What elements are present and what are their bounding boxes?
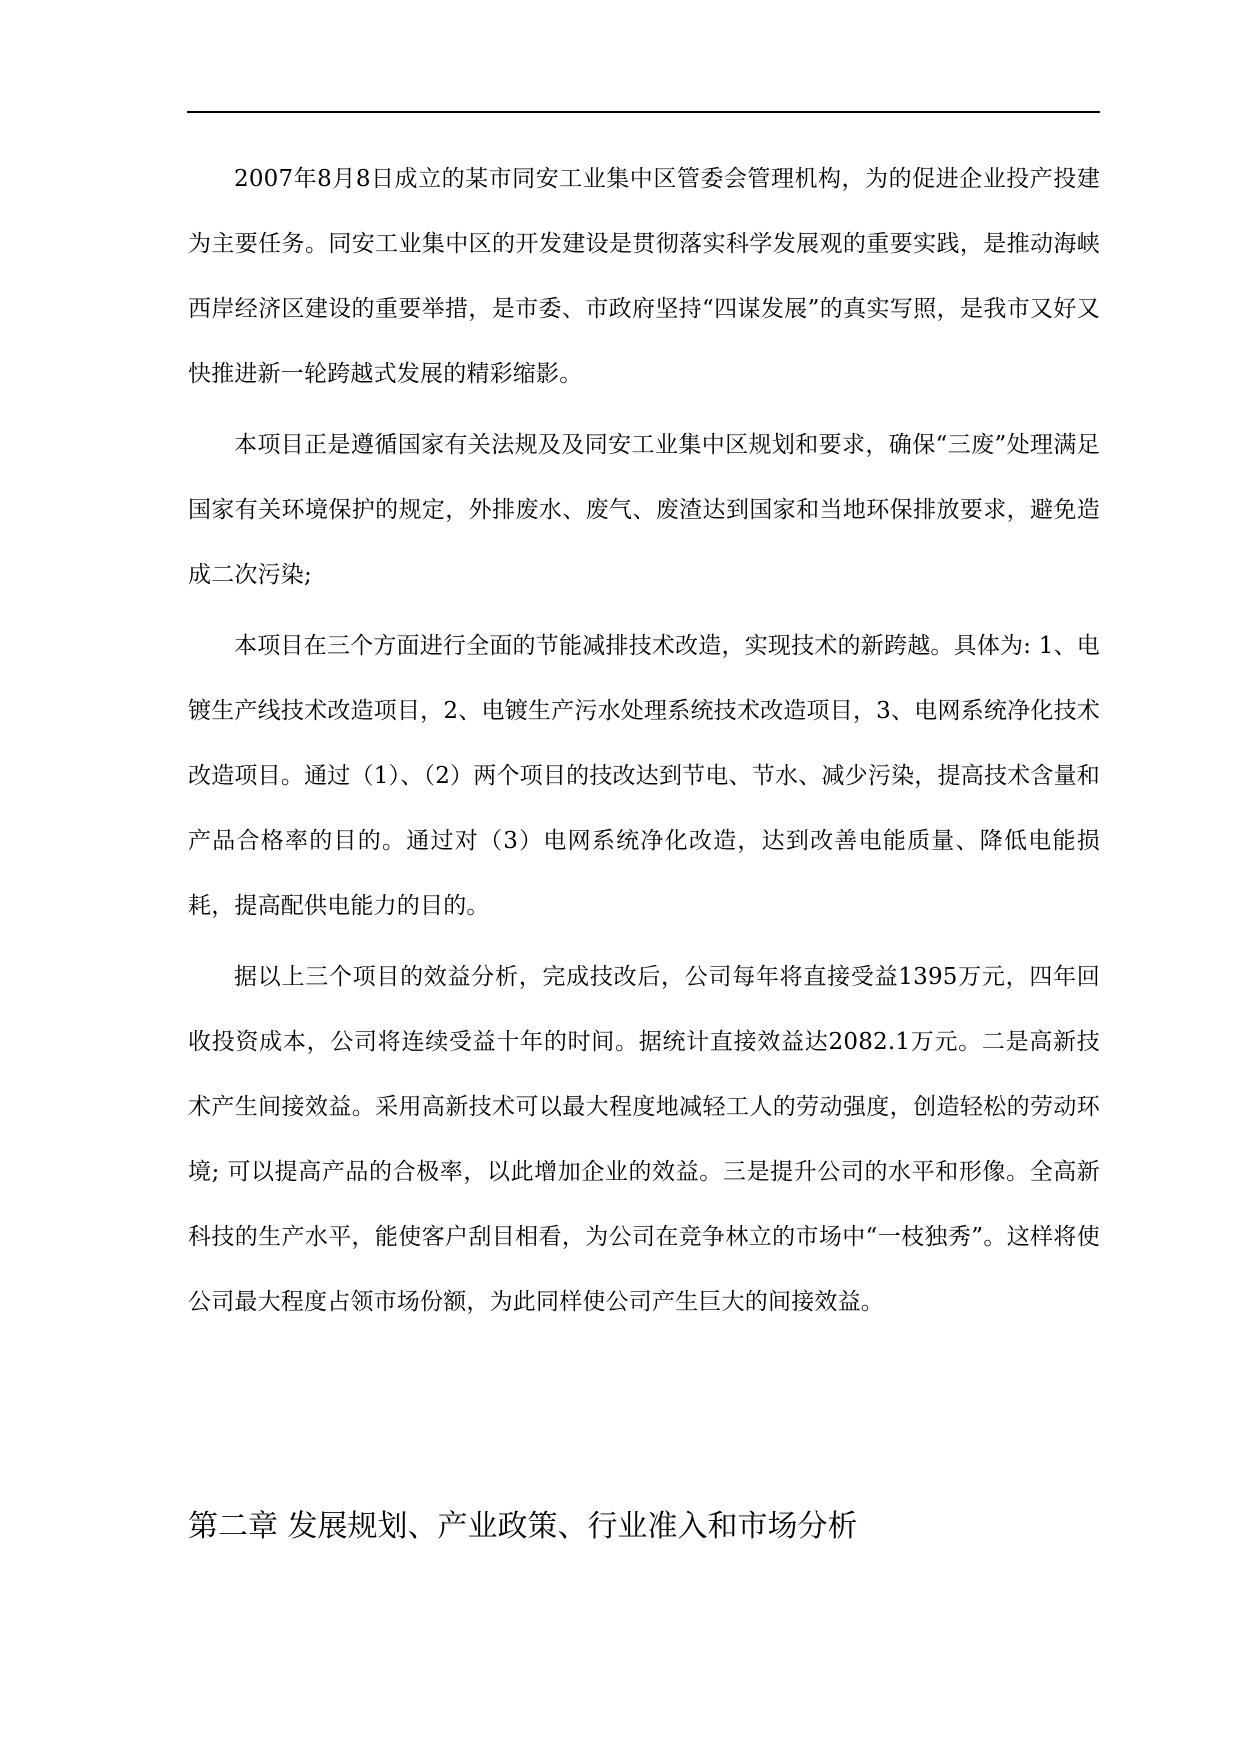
paragraph-benefit-analysis: 据以上三个项目的效益分析，完成技改后，公司每年将直接受益1395万元，四年回收投资成本，公司将连续受益十年的时间。据统计直接效益达2082.1万元。二是高新技术产生间接效益。采用高新技术可以最大程度地减轻工人的劳动强度，创造轻松的劳动环境; 可以提高产品的合极率，以此增加企业的效益。三是提升公司的水平和形像。全高新科技的生产水平，能使客户刮目相看，为公司在竞争林立的市场中“一枝独秀”。这样将使公司最大程度占领市场份额，为此同样使公司产生巨大的间接效益。 [188,964,1100,1315]
paragraph-background: 2007年8月8日成立的某市同安工业集中区管委会管理机构，为的促进企业投产投建为主要任务。同安工业集中区的开发建设是贯彻落实科学发展观的重要实践，是推动海峡西岸经济区建设的重要举措，是市委、市政府坚持“四谋发展”的真实写照，是我市又好又快推进新一轮跨越式发展的精彩缩影。 [188,166,1100,387]
paragraph-environment: 本项目正是遵循国家有关法规及及同安工业集中区规划和要求，确保“三废”处理满足国家有关环境保护的规定，外排废水、废气、废渣达到国家和当地环保排放要求，避免造成二次污染; [188,432,1100,588]
paragraph-upgrade-scope: 本项目在三个方面进行全面的节能减排技术改造，实现技术的新跨越。具体为: 1、电镀生产线技术改造项目，2、电镀生产污水处理系统技术改造项目，3、电网系统净化技术改造项目。通过（1）、（2）两个项目的技改达到节电、节水、减少污染，提高技术含量和产品合格率的目的。通过对（3）电网系统净化改造，达到改善电能质量、降低电能损耗，提高配供电能力的目的。 [188,633,1100,919]
chapter-title: 第二章 发展规划、产业政策、行业准入和市场分析 [188,1509,858,1544]
body-text [188,147,1100,1341]
header-rule [187,111,1100,113]
